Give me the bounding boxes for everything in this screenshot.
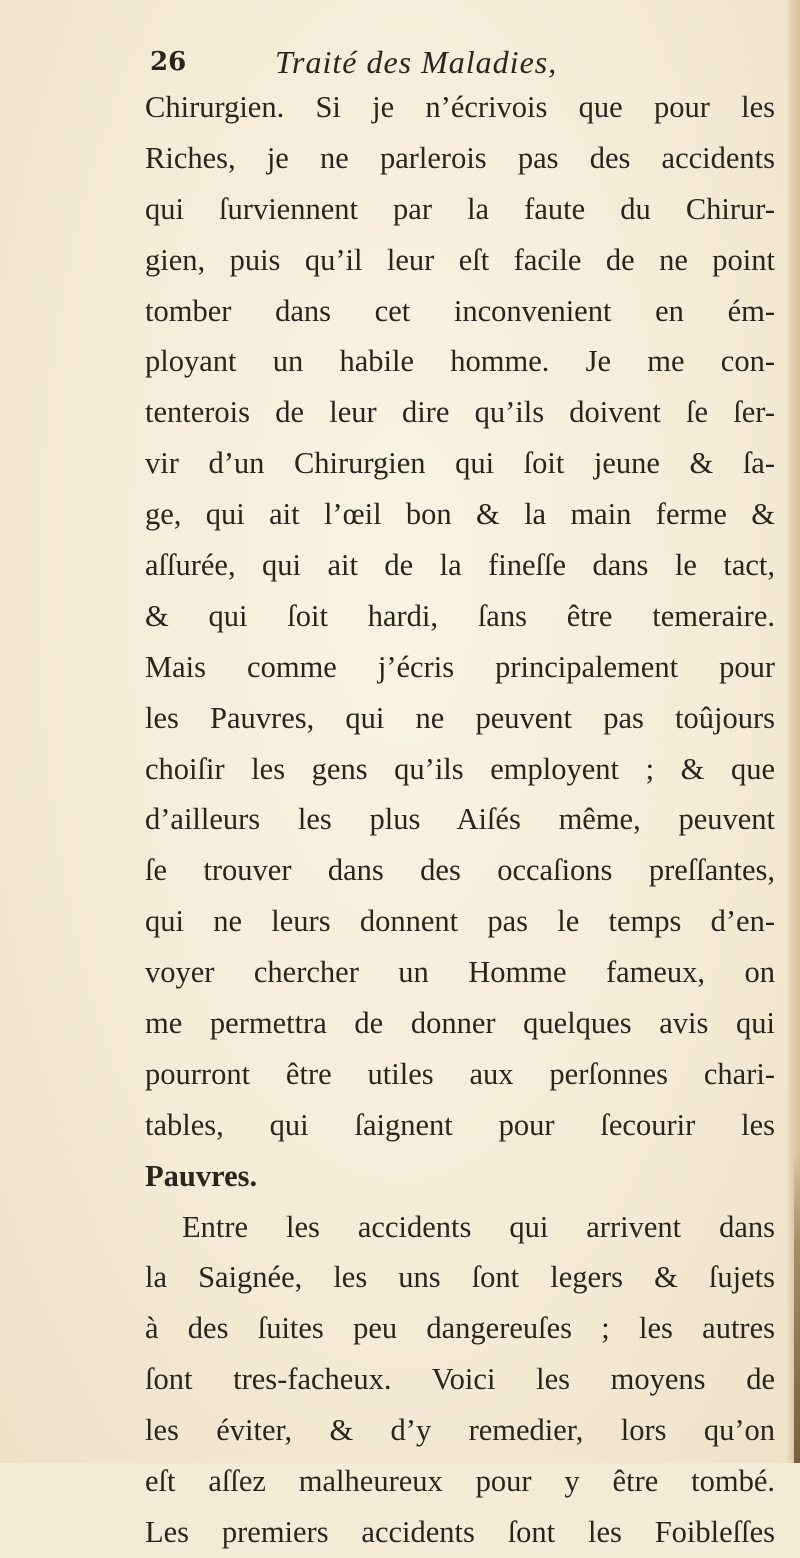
body-text: [145, 82, 775, 1558]
text-line: tomber dans cet inconvenient en ém-: [145, 293, 775, 328]
text-line: les éviter, & d’y remedier, lors qu’on: [145, 1413, 775, 1448]
text-line-paragraph-end: Pauvres.: [145, 1158, 258, 1193]
running-title: Traité des Maladies,: [275, 44, 558, 80]
text-line: d’ailleurs les plus Aiſés même, peuvent: [145, 802, 775, 837]
text-line: ge, qui ait l’œil bon & la main ferme &: [145, 497, 775, 532]
text-line: me permettra de donner quelques avis qui: [145, 1006, 775, 1041]
text-line: Chirurgien. Si je n’écrivois que pour les: [145, 90, 775, 124]
text-line: eſt aſſez malheureux pour y être tombé.: [145, 1464, 775, 1499]
page-header: [150, 42, 750, 86]
text-line: Les premiers accidents ſont les Foibleſſes: [145, 1514, 775, 1549]
text-line: qui ne leurs donnent pas le temps d’en-: [145, 904, 775, 939]
page-number: 26: [150, 47, 187, 77]
text-line: voyer chercher un Homme fameux, on: [145, 955, 775, 990]
text-line: tenterois de leur dire qu’ils doivent ſe ſer-: [145, 395, 775, 430]
text-line: aſſurée, qui ait de la fineſſe dans le tact,: [145, 548, 775, 583]
text-line: la Saignée, les uns ſont legers & ſujets: [145, 1260, 775, 1295]
text-line: ployant un habile homme. Je me con-: [145, 344, 775, 379]
text-line: les Pauvres, qui ne peuvent pas toûjours: [145, 700, 775, 735]
text-line: & qui ſoit hardi, ſans être temeraire.: [145, 598, 775, 633]
text-line: gien, puis qu’il leur eſt facile de ne point: [145, 242, 775, 277]
text-line: tables, qui ſaignent pour ſecourir les: [145, 1107, 775, 1142]
page-edge-binding: [794, 1150, 800, 1463]
text-line: ſe trouver dans des occaſions preſſantes,: [145, 853, 775, 888]
text-line: vir d’un Chirurgien qui ſoit jeune & ſa-: [145, 446, 775, 481]
text-line: choiſir les gens qu’ils employent ; & que: [145, 751, 775, 786]
text-line: qui ſurviennent par la faute du Chirur-: [145, 191, 775, 226]
text-line: pourront être utiles aux perſonnes chari-: [145, 1056, 775, 1091]
text-line: à des ſuites peu dangereuſes ; les autres: [145, 1311, 775, 1346]
text-line: Riches, je ne parlerois pas des accidents: [145, 140, 775, 175]
text-line-paragraph-start: Entre les accidents qui arrivent dans: [182, 1209, 775, 1244]
text-line: Mais comme j’écris principalement pour: [145, 649, 775, 684]
text-line: ſont tres-facheux. Voici les moyens de: [145, 1362, 775, 1397]
